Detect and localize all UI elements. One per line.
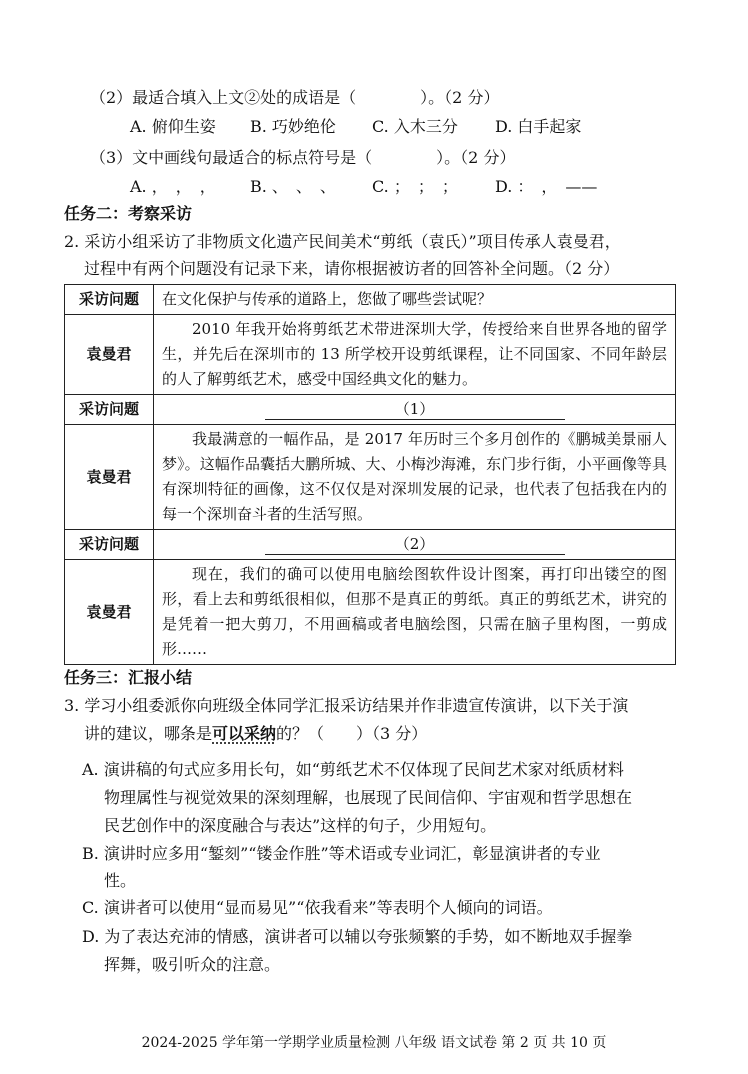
emphasis-text: 可以采纳 — [212, 724, 277, 743]
option-b-line1: B. 演讲时应多用“錾刻”“镂金作胜”等术语或专业词汇，彰显演讲者的专业 — [82, 844, 601, 863]
answer-2: 我最满意的一幅作品，是 2017 年历时三个多月创作的《鹏城美景丽人梦》。这幅作品囊括大鹏所城、大、小梅沙海滩，东门步行街，小平画像等具有深圳特征的画像，这不仅仅是对深圳发展的记录，也代表了包括我在内的每一个深圳奋斗者的生活写照。 — [162, 430, 667, 523]
task2-heading: 任务二：考察采访 — [64, 204, 193, 223]
option-a-line1: A. 演讲稿的句式应多用长句，如“剪纸艺术不仅体现了民间艺术家对纸质材料 — [82, 760, 624, 779]
interview-table — [64, 284, 676, 665]
interview-question-label: 采访问题 — [65, 285, 154, 315]
question-2-line1: 2. 采访小组采访了非物质文化遗产民间美术“剪纸（袁氏）”项目传承人袁曼君， — [64, 232, 621, 251]
option-b: B. 、 、 、 — [250, 177, 336, 196]
question-2-sub3: （3）文中画线句最适合的标点符号是（ ）。（2 分） — [90, 148, 516, 167]
option-d: D. ： ， —— — [495, 177, 598, 196]
interview-question-label: 采访问题 — [65, 530, 154, 560]
question-2-sub2: （2）最适合填入上文②处的成语是（ ）。（2 分） — [90, 88, 500, 107]
option-c: C. 入木三分 — [372, 117, 458, 136]
question-3-line1: 3. 学习小组委派你向班级全体同学汇报采访结果并作非遗宣传演讲，以下关于演 — [64, 696, 629, 715]
option-a-line2: 物理属性与视觉效果的深刻理解，也展现了民间信仰、宇宙观和哲学思想在 — [104, 788, 633, 807]
option-c-line1: C. 演讲者可以使用“显而易见”“依我看来”等表明个人倾向的词语。 — [82, 898, 553, 917]
option-a-line3: 民艺创作中的深度融合与表达”这样的句子，少用短句。 — [104, 816, 497, 835]
answer-3: 现在，我们的确可以使用电脑绘图软件设计图案，再打印出镂空的图形，看上去和剪纸很相似，但那不是真正的剪纸。真正的剪纸艺术，讲究的是凭着一把大剪刀，不用画稿或者电脑绘图，只需在脑子里构图，一剪成形…… — [162, 565, 667, 658]
option-a: A. ， ， ， — [130, 177, 216, 196]
option-d-line1: D. 为了表达充沛的情感，演讲者可以辅以夸张频繁的手势，如不断地双手握拳 — [82, 927, 633, 946]
blank-1[interactable]: （1） — [265, 399, 565, 420]
option-d: D. 白手起家 — [495, 117, 582, 136]
task3-heading: 任务三：汇报小结 — [64, 668, 193, 687]
interview-question-1: 在文化保护与传承的道路上，您做了哪些尝试呢？ — [154, 285, 676, 315]
question-3-text: 讲的建议，哪条是 — [84, 724, 213, 743]
interview-question-label: 采访问题 — [65, 395, 154, 425]
option-d-line2: 挥舞，吸引听众的注意。 — [104, 955, 281, 974]
question-3-line2 — [84, 722, 427, 746]
interviewee-label: 袁曼君 — [65, 560, 154, 665]
option-c: C. ； ； ； — [372, 177, 458, 196]
option-a: A. 俯仰生姿 — [130, 117, 216, 136]
question-2-line2: 过程中有两个问题没有记录下来，请你根据被访者的回答补全问题。（2 分） — [84, 259, 620, 278]
interviewee-label: 袁曼君 — [65, 315, 154, 395]
option-b: B. 巧妙绝伦 — [250, 117, 336, 136]
interviewee-label: 袁曼君 — [65, 425, 154, 530]
question-3-text: 的？（ ）（3 分） — [276, 724, 428, 743]
option-b-line2: 性。 — [104, 871, 137, 890]
page-footer: 2024-2025 学年第一学期学业质量检测 八年级 语文试卷 第 2 页 共 10 页 — [141, 1035, 607, 1051]
blank-2[interactable]: （2） — [265, 534, 565, 555]
answer-1: 2010 年我开始将剪纸艺术带进深圳大学，传授给来自世界各地的留学生，并先后在深圳市的 13 所学校开设剪纸课程，让不同国家、不同年龄层的人了解剪纸艺术，感受中国经典文化的魅力。 — [162, 320, 667, 388]
